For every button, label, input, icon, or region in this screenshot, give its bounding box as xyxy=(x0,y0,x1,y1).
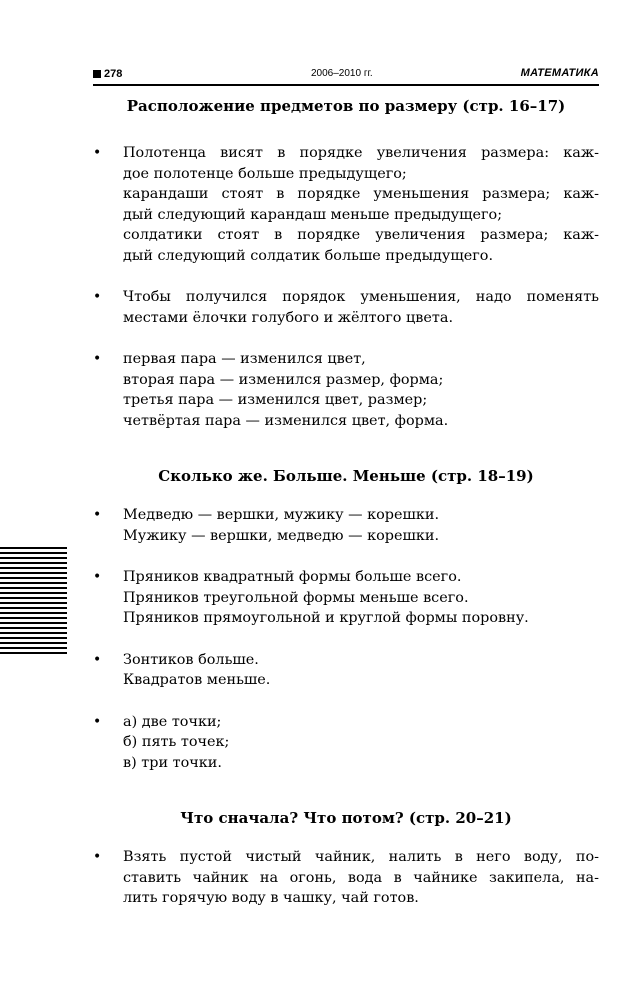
bullet-icon: • xyxy=(93,569,102,585)
item-line: дый следующий карандаш меньше предыдущего; xyxy=(123,206,503,223)
margin-stripes-decoration xyxy=(0,547,67,655)
page-number-text: 278 xyxy=(104,68,123,80)
list-item xyxy=(93,712,599,774)
section-title: Сколько же. Больше. Меньше (стр. 18–19) xyxy=(158,467,534,485)
item-line: Взять пустой чистый чайник, налить в него воду, по- xyxy=(123,849,599,865)
running-header xyxy=(93,66,599,86)
item-line: Зонтиков больше. xyxy=(123,651,259,668)
item-line: третья пара — изменился цвет, размер; xyxy=(123,392,428,408)
item-line: дый следующий солдатик больше предыдущего. xyxy=(123,247,494,264)
item-line: Чтобы получился порядок уменьшения, надо поменять xyxy=(123,289,599,305)
item-line: Пряников квадратный формы больше всего. xyxy=(123,569,462,585)
bullet-icon: • xyxy=(93,507,102,523)
list-item xyxy=(93,847,599,909)
item-line: четвёртая пара — изменился цвет, форма. xyxy=(123,412,449,429)
bullet-icon: • xyxy=(93,651,102,668)
item-line: карандаши стоят в порядке уменьшения размера; каж- xyxy=(123,186,599,202)
page-number xyxy=(93,68,122,80)
bullet-icon: • xyxy=(93,145,102,161)
list-item xyxy=(93,287,599,328)
list-item xyxy=(93,650,599,691)
bullet-icon: • xyxy=(93,351,102,367)
bullet-icon: • xyxy=(93,289,102,305)
bullet-icon: • xyxy=(93,849,102,865)
item-line: в) три точки. xyxy=(123,754,222,771)
item-line: Квадратов меньше. xyxy=(123,672,271,688)
section-title: Что сначала? Что потом? (стр. 20–21) xyxy=(180,809,512,827)
page-content xyxy=(93,95,599,909)
item-line: солдатики стоят в порядке увеличения размера; каж- xyxy=(123,227,599,243)
item-line: первая пара — изменился цвет, xyxy=(123,351,366,367)
item-line: вторая пара — изменился размер, форма; xyxy=(123,371,444,388)
item-line: Мужику — вершки, медведю — корешки. xyxy=(123,527,440,544)
list-item xyxy=(93,505,599,546)
item-line: лить горячую воду в чашку, чай готов. xyxy=(123,890,419,906)
item-line: местами ёлочки голубого и жёлтого цвета. xyxy=(123,309,454,326)
item-line: Пряников треугольной формы меньше всего. xyxy=(123,589,469,606)
item-line: б) пять точек; xyxy=(123,734,230,750)
item-line: Пряников прямоугольной и круглой формы поровну. xyxy=(123,610,529,626)
section-title: Расположение предметов по размеру (стр. 16–17) xyxy=(126,97,566,115)
header-years: 2006–2010 гг. xyxy=(311,68,373,79)
square-marker-icon xyxy=(93,70,101,78)
header-subject: МАТЕМАТИКА xyxy=(520,67,599,79)
list-item xyxy=(93,567,599,629)
item-line: Полотенца висят в порядке увеличения размера: каж- xyxy=(123,145,599,161)
item-line: а) две точки; xyxy=(123,713,222,730)
item-line: Медведю — вершки, мужику — корешки. xyxy=(123,507,440,523)
list-item xyxy=(93,349,599,431)
item-line: ставить чайник на огонь, вода в чайнике закипела, на- xyxy=(123,869,599,886)
item-line: дое полотенце больше предыдущего; xyxy=(123,165,407,182)
bullet-icon: • xyxy=(93,713,102,730)
list-item xyxy=(93,143,599,266)
